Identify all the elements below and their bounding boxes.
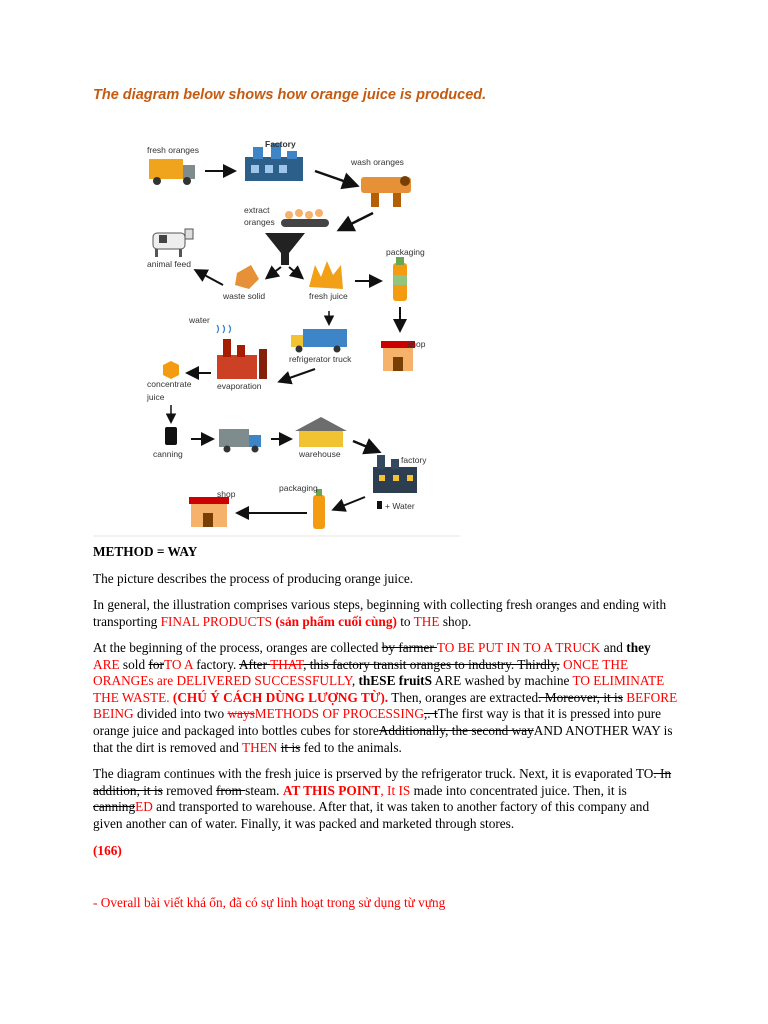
label-water: water bbox=[189, 315, 210, 325]
fresh-juice-icon bbox=[309, 261, 343, 289]
label-warehouse: warehouse bbox=[299, 449, 341, 459]
label-extract-2: oranges bbox=[244, 217, 275, 227]
label-fresh-oranges: fresh oranges bbox=[147, 145, 199, 155]
can-icon bbox=[165, 427, 177, 445]
shop-bottom-icon bbox=[189, 497, 229, 527]
extract-conveyor-icon bbox=[281, 209, 329, 227]
score: (166) bbox=[93, 843, 122, 858]
label-shop-right: shop bbox=[407, 339, 426, 349]
label-extract-1: extract bbox=[244, 205, 270, 215]
cow-icon bbox=[153, 229, 193, 257]
juice-bottle-icon bbox=[393, 257, 407, 301]
wash-machine-icon bbox=[361, 176, 411, 207]
label-factory: Factory bbox=[265, 139, 296, 149]
label-fresh-juice: fresh juice bbox=[309, 291, 348, 301]
label-packaging-bottom: packaging bbox=[279, 483, 318, 493]
label-refrigerator-truck: refrigerator truck bbox=[289, 354, 352, 364]
paragraph-intro: The picture describes the process of producing orange juice. bbox=[93, 571, 414, 586]
label-concentrate-2: juice bbox=[147, 392, 165, 402]
waste-solid-icon bbox=[235, 265, 259, 289]
funnel-icon bbox=[265, 233, 305, 265]
label-factory-bottom: factory bbox=[401, 455, 427, 465]
paragraph-process: At the beginning of the process, oranges are collected by farmer TO BE PUT IN TO A TRUCK and they ARE sold forTO A factory. After THAT, this factory transit oranges to industry. Thirdly, ONCE THE ORANGEs are DELIVERED SUCCESSFULLY, thESE fruitS ARE washed by machine TO ELIMINATE THE WASTE. (CHÚ Ý CÁCH DÙNG LƯỢNG TỪ). Then, oranges are extracted. Moreover, it is BEFORE BEING divided into two waysMETHODS OF PROCESSING,. tThe first way is that it is pressed into pure orange juice and packaged into bottles cubes for storeAdditionally, the second wayAND ANOTHER WAY is that the dirt is removed and THEN it is fed to the animals. bbox=[93, 640, 678, 755]
label-canning: canning bbox=[153, 449, 183, 459]
label-evaporation: evaporation bbox=[217, 381, 262, 391]
fresh-oranges-truck-icon bbox=[149, 159, 195, 185]
page-title: The diagram below shows how orange juice is produced. bbox=[93, 87, 487, 103]
label-plus-water: + Water bbox=[385, 501, 415, 511]
warehouse-icon bbox=[295, 417, 347, 447]
process-diagram bbox=[93, 125, 460, 537]
delivery-truck-icon bbox=[219, 429, 261, 453]
label-waste-solid: waste solid bbox=[223, 291, 266, 301]
label-packaging-top: packaging bbox=[386, 247, 425, 257]
refrigerator-truck-icon bbox=[291, 329, 347, 353]
label-shop-bottom: shop bbox=[217, 489, 236, 499]
water-icon bbox=[217, 325, 231, 333]
juice-bottle-bottom-icon bbox=[313, 489, 325, 529]
label-concentrate-1: concentrate bbox=[147, 379, 192, 389]
concentrate-icon bbox=[163, 361, 179, 379]
paragraph-continues: The diagram continues with the fresh juice is prserved by the refrigerator truck. Next, it is evaporated TO. In addition, it is removed from steam. AT THIS POINT, It IS made into concentrated juice. Then, it is canningED and transported to warehouse. After that, it was taken to another factory of this company and given another can of water. Finally, it was packed and marketed through stores. bbox=[93, 766, 672, 831]
method-heading: METHOD = WAY bbox=[93, 544, 198, 559]
paragraph-general: In general, the illustration comprises various steps, beginning with collecting fresh oranges and ending with transporting FINAL PRODUCTS (sản phẩm cuối cùng) to THE shop. bbox=[93, 597, 667, 629]
teacher-comment: - Overall bài viết khá ổn, đã có sự linh hoạt trong sử dụng từ vựng bbox=[93, 895, 446, 910]
label-wash-oranges: wash oranges bbox=[351, 157, 404, 167]
label-animal-feed: animal feed bbox=[147, 259, 191, 269]
evaporation-plant-icon bbox=[217, 339, 267, 379]
